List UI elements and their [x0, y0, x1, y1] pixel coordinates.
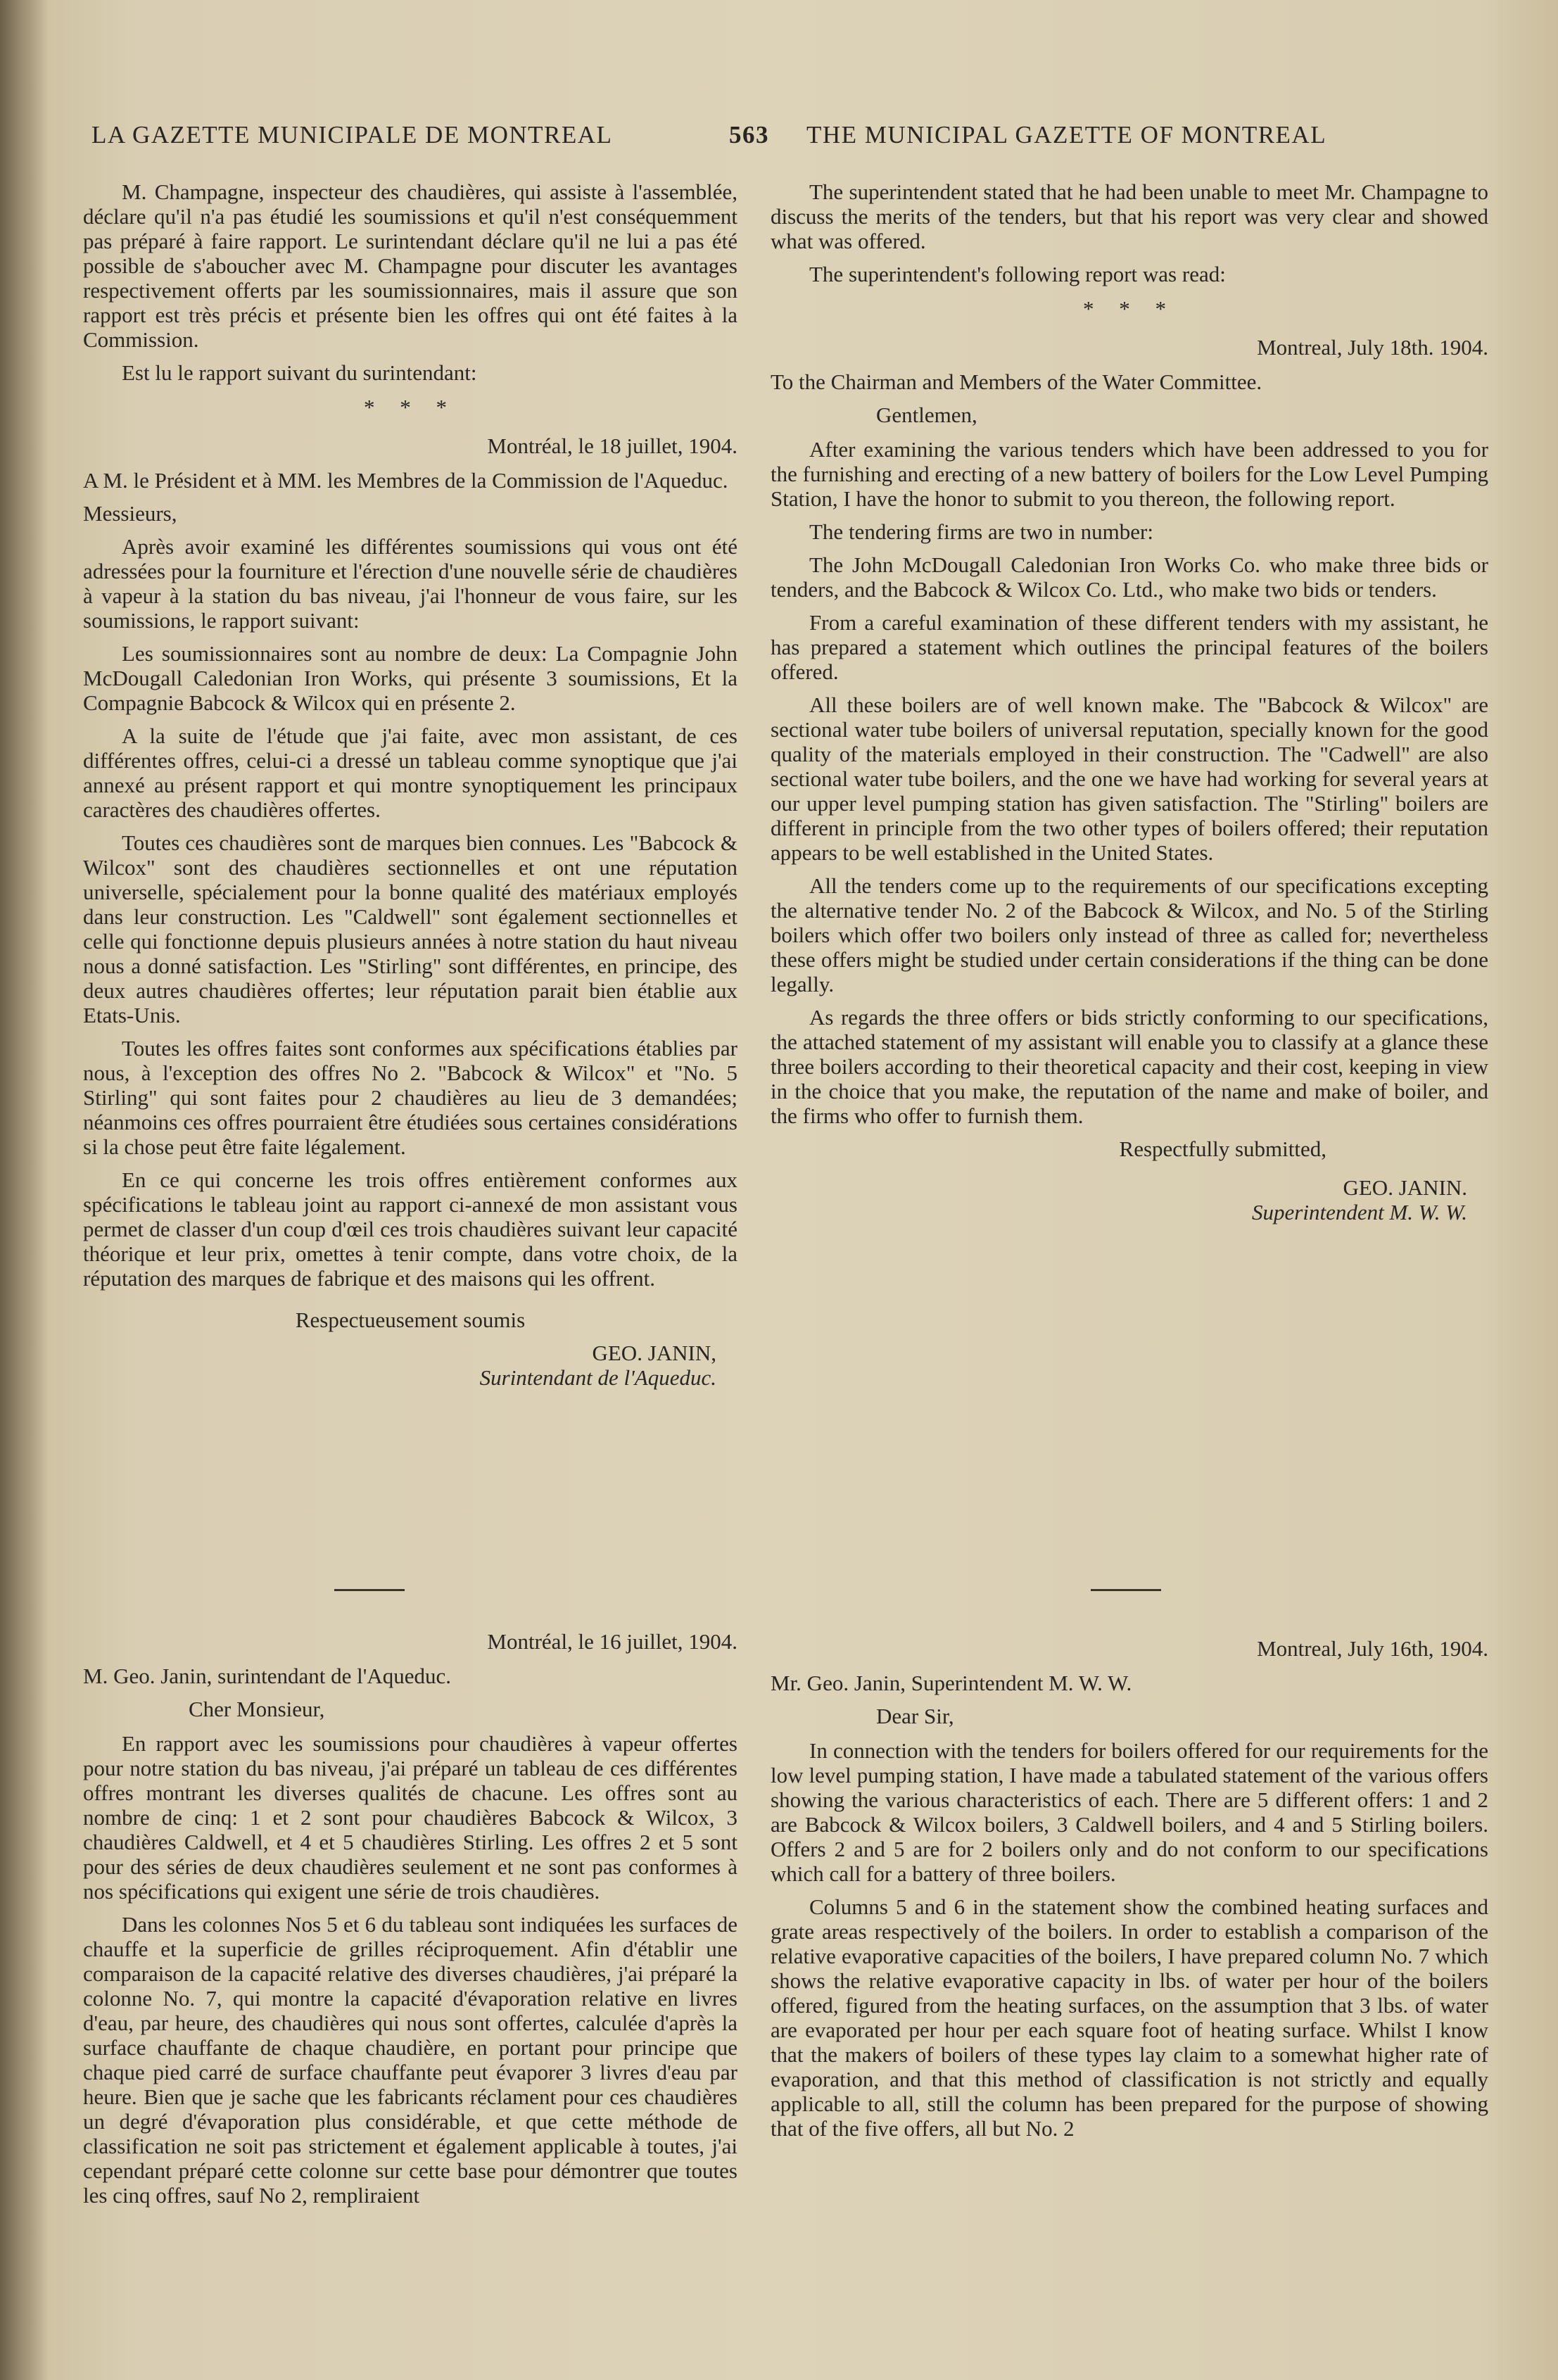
french-salutation: Messieurs,	[83, 501, 177, 526]
page-number: 563	[729, 121, 769, 148]
french-letter2-salutation: Cher Monsieur,	[189, 1697, 325, 1721]
english-addressee: To the Chairman and Members of the Water Committee.	[771, 369, 1262, 394]
english-column-top	[771, 179, 1488, 1224]
english-paragraph: As regards the three offers or bids strictly conforming to our specifications, the attached statement of my assistant will enable you to classify at a glance these three boilers according to their theoretical capacity and their cost, keeping in view in the choice that you make, the reputation of the name and make of boiler, and the firms who offer to furnish them.	[771, 1005, 1488, 1128]
french-closing: Respectueusement soumis	[295, 1308, 526, 1332]
english-paragraph: Columns 5 and 6 in the statement show the combined heating surfaces and grate areas respectively of the boilers. In order to establish a comparison of the relative evaporative capacities of the boilers, I have prepared column No. 7 which shows the relative evaporative capacity in lbs. of water per hour of the boilers offered, figured from the heating surfaces, on the assumption that 3 lbs. of water are evaporated per hour per each square foot of heating surface. Whilst I know that the makers of boilers of these types lay claim to a somewhat higher rate of evaporation, and that this method of classification is not strictly and equally applicable to all, still the column has been prepared for the purpose of showing that of the five offers, all but No. 2	[771, 1894, 1488, 2141]
french-paragraph: Après avoir examiné les différentes soumissions qui vous ont été adressées pour la fourniture et l'érection d'une nouvelle série de chaudières à vapeur à la station du bas niveau, j'ai l'honneur de vous faire, sur les soumissions, le rapport suivant:	[83, 534, 737, 633]
english-letter2-addressee: Mr. Geo. Janin, Superintendent M. W. W.	[771, 1671, 1132, 1695]
english-paragraph: The John McDougall Caledonian Iron Works Co. who make three bids or tenders, and the Babcock & Wilcox Co. Ltd., who make two bids or tenders.	[771, 552, 1488, 602]
french-paragraph: En rapport avec les soumissions pour chaudières à vapeur offertes pour notre station du bas niveau, j'ai préparé un tableau de ces différentes offres montrant les diverses qualités de chacune. Les offres sont au nombre de cinq: 1 et 2 sont pour chaudières Babcock & Wilcox, 3 chaudières Caldwell, et 4 et 5 chaudières Stirling. Les offres 2 et 5 sont pour des séries de deux chaudières seulement et ne sont pas conformes à nos spécifications qui exigent une série de trois chaudières.	[83, 1731, 737, 1904]
french-column-top	[83, 179, 737, 1390]
french-signature: GEO. JANIN,	[592, 1341, 716, 1365]
english-section-divider	[1091, 1589, 1161, 1591]
english-paragraph: All the tenders come up to the requirements of our specifications excepting the alternative tender No. 2 of the Babcock & Wilcox, and No. 5 of the Stirling boilers which offer two boilers only instead of three as called for; nevertheless these offers might be studied under certain considerations if the thing can be done legally.	[771, 873, 1488, 996]
english-intro: The superintendent stated that he had been unable to meet Mr. Champagne to discuss the merits of the tenders, but that his report was very clear and showed what was offered.	[771, 179, 1488, 253]
french-section-divider	[334, 1589, 405, 1591]
english-column-letter2	[771, 1629, 1488, 2149]
page-header	[91, 121, 1471, 156]
french-column-letter2	[83, 1622, 737, 2216]
english-signature: GEO. JANIN.	[1343, 1175, 1467, 1200]
english-paragraph: The tendering firms are two in number:	[809, 519, 1153, 544]
french-paragraph: En ce qui concerne les trois offres entièrement conformes aux spécifications le tableau joint au rapport ci-annexé de mon assistant vous permet de classer d'un coup d'œil ces trois chaudières suivant leur capacité théorique et leur prix, omettes à tenir compte, dans votre choix, de la réputation des marques de fabrique et des maisons qui les offrent.	[83, 1167, 737, 1291]
english-paragraph: All these boilers are of well known make. The "Babcock & Wilcox" are sectional water tube boilers of universal reputation, specially known for the good quality of the materials employed in their construction. The "Cadwell" are also sectional water tube boilers, and the one we have had working for several years at our upper level pumping station has given satisfaction. The "Stirling" boilers are different in principle from the two other types of boilers offered; their reputation appears to be well established in the United States.	[771, 692, 1488, 865]
english-closing: Respectfully submitted,	[1119, 1137, 1326, 1161]
english-paragraph: After examining the various tenders which have been addressed to you for the furnishing and erecting of a new battery of boilers for the Low Level Pumping Station, I have the honor to submit to you thereon, the following report.	[771, 437, 1488, 511]
french-letter2-addressee: M. Geo. Janin, surintendant de l'Aqueduc.	[83, 1664, 452, 1688]
english-signature-title: Superintendent M. W. W.	[1252, 1200, 1467, 1224]
english-letter2-salutation: Dear Sir,	[876, 1704, 954, 1728]
french-paragraph: Toutes les offres faites sont conformes aux spécifications établies par nous, à l'exception des offres No 2. "Babcock & Wilcox" et "No. 5 Stirling" qui sont faites pour 2 chaudières au lieu de 3 demandées; néanmoins ces offres pourraient être étudiées sous certaines considérations si la chose peut être faite légalement.	[83, 1036, 737, 1159]
english-paragraph: From a careful examination of these different tenders with my assistant, he has prepared a statement which outlines the principal features of the boilers offered.	[771, 610, 1488, 684]
english-report-intro: The superintendent's following report was read:	[809, 262, 1226, 286]
english-letter2-date: Montreal, July 16th, 1904.	[1257, 1636, 1488, 1661]
french-paragraph: Dans les colonnes Nos 5 et 6 du tableau sont indiquées les surfaces de chauffe et la superficie de grilles réciproquement. Afin d'établir une comparaison de la capacité relative des diverses chaudières, j'ai préparé la colonne No. 7, qui montre la capacité d'évaporation relative en livres d'eau, par heure, des chaudières qui nous sont offertes, calculée d'après la surface chauffante de chaque chaudière, en portant pour principe que chaque pied carré de surface chauffante peut évaporer 3 livres d'eau par heure. Bien que je sache que les fabricants réclament pour ces chaudières un degré d'évaporation plus considérable, et que cette méthode de classification ne soit pas strictement et également applicable à toutes, j'ai cependant préparé cette colonne sur cette base pour démontrer que toutes les cinq offres, sauf No 2, rempliraient	[83, 1912, 737, 2208]
french-signature-title: Surintendant de l'Aqueduc.	[479, 1365, 716, 1390]
french-report-intro: Est lu le rapport suivant du surintendant:	[122, 360, 477, 385]
header-english-title: THE MUNICIPAL GAZETTE OF MONTREAL	[806, 121, 1327, 148]
french-intro: M. Champagne, inspecteur des chaudières, qui assiste à l'assemblée, déclare qu'il n'a pas étudié les soumissions et qu'il n'est conséquemment pas préparé à faire rapport. Le surintendant déclare qu'il ne lui a pas été possible de s'aboucher avec M. Champagne pour discuter les avantages respectivement offerts par les soumissionnaires, mais il assure que son rapport est très précis et présente bien les offres qui ont été faites à la Commission.	[83, 179, 737, 352]
english-salutation: Gentlemen,	[876, 403, 977, 427]
french-letter2-date: Montréal, le 16 juillet, 1904.	[487, 1629, 737, 1654]
header-french-title: LA GAZETTE MUNICIPALE DE MONTREAL	[91, 121, 613, 148]
french-report-date: Montréal, le 18 juillet, 1904.	[487, 433, 737, 458]
french-paragraph: Toutes ces chaudières sont de marques bien connues. Les "Babcock & Wilcox" sont des chaudières sectionnelles et ont une réputation universelle, spécialement pour la bonne qualité des matériaux employés dans leur construction. Les "Caldwell" sont également sectionnelles et celle qui fonctionne depuis plusieurs années à notre station du haut niveau nous a donné satisfaction. Les "Stirling" sont différentes, en principe, des deux autres chaudières offertes; leur réputation parait bien établie aux Etats-Unis.	[83, 830, 737, 1027]
page-binding-shadow	[0, 0, 49, 2380]
french-paragraph: Les soumissionnaires sont au nombre de deux: La Compagnie John McDougall Caledonian Iron Works, qui présente 3 soumissions, Et la Compagnie Babcock & Wilcox qui en présente 2.	[83, 641, 737, 715]
english-stars-divider: * * *	[1083, 296, 1176, 321]
english-report-date: Montreal, July 18th. 1904.	[1257, 335, 1488, 360]
french-addressee: A M. le Président et à MM. les Membres de la Commission de l'Aqueduc.	[83, 468, 728, 493]
english-paragraph: In connection with the tenders for boilers offered for our requirements for the low level pumping station, I have made a tabulated statement of the various offers showing the various characteristics of each. There are 5 different offers: 1 and 2 are Babcock & Wilcox boilers, 3 Caldwell boilers, and 4 and 5 Stirling boilers. Offers 2 and 5 are for 2 boilers only and do not conform to our specifications which call for a battery of three boilers.	[771, 1738, 1488, 1886]
french-paragraph: A la suite de l'étude que j'ai faite, avec mon assistant, de ces différentes offres, celui-ci a dressé un tableau comme synoptique que j'ai annexé au présent rapport et qui montre synoptiquement les principaux caractères des chaudières offertes.	[83, 723, 737, 822]
french-stars-divider: * * *	[364, 395, 457, 419]
